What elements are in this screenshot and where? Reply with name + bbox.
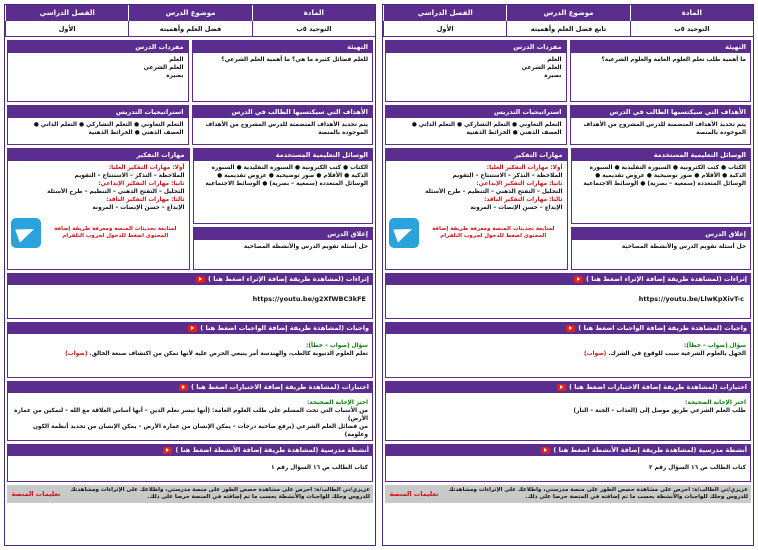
tests-box [385,393,751,441]
thinking-text: الملاحظة – التذكر – الاستنتاج – التقويم [74,173,185,179]
thinking-heading: أولا: مهارات التفكير العليا: [486,165,563,171]
activities-title: أنشطة مدرسية (لمشاهدة طريقة إضافة الأنشطة اضغط هنا ) [553,446,747,454]
platform-footer [385,485,751,503]
intro-title: التهيئة [571,41,751,53]
hw-title: سؤال (صواب – خطأ): [684,343,746,349]
skill-item: العلم الشرعي [143,65,184,71]
enrich-title: إثراءات (لمشاهدة طريقة إضافة الإثراء اضغط هنا ) [208,275,369,283]
youtube-icon[interactable] [196,276,205,283]
skills-section [7,40,189,102]
tools-section [193,148,374,224]
tools-title: الوسائل التعليمية المستخدمة [572,149,751,161]
youtube-icon[interactable] [188,325,197,332]
thinking-heading: ثالثا: مهارات التفكير الناقد: [484,197,563,203]
thinking-text: الإبداع – حسن الإنصات – المرونة [470,205,563,211]
tests-title: اختبارات (لمشاهدة طريقة إضافة الاختبارات اضغط هنا ) [190,383,369,391]
enrich-box [385,285,751,319]
lesson-plan-left [4,4,376,546]
objectives-section [192,105,374,145]
closing-section [571,227,752,270]
header-labels [5,5,375,21]
strategies-section [385,105,567,145]
enrich-header[interactable] [7,273,373,285]
closing-text: حل أسئلة تقويم الدرس والأنشطة المصاحبة [621,244,746,250]
telegram-link[interactable] [386,215,567,251]
lesson-plan-right [382,4,754,546]
tests-header[interactable] [7,381,373,393]
topic-value: تابع فضل العلم وأهميته [506,21,629,36]
hw-text: تعلم العلوم الدنيوية كالطب، والهندسة أمر ينبغي الحرص عليه لأنها تمكن من اكتشاف صنعة الخالق. [89,351,368,357]
thinking-section [385,148,568,270]
strategies-text: التعلم التعاوني ● التعلم التشاركي ● التعلم الذاتي ● العصف الذهني ● الخرائط الذهنية [33,122,184,136]
footer-label: تعليمات المنصة [11,490,61,498]
hw-text: الجهل بالعلوم الشرعية سبب للوقوع في الشرك. [608,351,746,357]
footer-label: تعليمات المنصة [389,490,439,498]
activities-header[interactable] [385,444,751,456]
intro-section [570,40,752,102]
closing-section [193,227,374,270]
subject-value: التوحيد ٥ب [252,21,375,36]
tools-text: الكتاب ● كتب الكترونية ● السبورة التقليدية ● السبورة الذكية ● الأقلام ● صور توضيحية ● عروض تقديمية ● الوسائل المتعددة (سمعية – بصرية) ● الوسائط الاجتماعية [205,165,368,187]
subject-label: المادة [630,5,753,21]
tests-header[interactable] [385,381,751,393]
test-question: طلب العلم الشرعي طريق موصل إلى (العذاب – الجنة – النار) [573,408,746,414]
activities-box [385,456,751,482]
thinking-text: الملاحظة – التذكر – الاستنتاج – التقويم [452,173,563,179]
homework-header[interactable] [7,322,373,334]
strategies-title: استراتيجيات التدريس [386,106,566,118]
thinking-title: مهارات التفكير [386,149,567,161]
objectives-text: يتم تحديد الأهداف المتضمنة للدرس المشروح من الأهداف الموجودة بالمنصة [205,122,368,136]
youtube-icon[interactable] [557,384,566,391]
platform-footer [7,485,373,503]
homework-box [385,334,751,378]
youtube-icon[interactable] [574,276,583,283]
telegram-text: لمتابعة تحديثات المنصة ومعرفة طريقة إضافة المحتوى اضغط للدخول لجروب التلقرام [432,226,555,239]
intro-text: ما أهمية طلب تعلم العلوم العامة والعلوم الشرعية؟ [601,57,746,63]
header-labels [383,5,753,21]
strategies-title: استراتيجيات التدريس [8,106,188,118]
skill-item: العلم [547,57,562,63]
thinking-section [7,148,190,270]
homework-box [7,334,373,378]
subject-value: التوحيد ٥ب [630,21,753,36]
tools-text: الكتاب ● كتب الكترونية ● السبورة التقليدية ● السبورة الذكية ● الأقلام ● صور توضيحية ● عروض تقديمية ● الوسائل المتعددة (سمعية – بصرية) ● الوسائط الاجتماعية [583,165,746,187]
semester-label: الفصل الدراسي [5,5,128,21]
strategies-text: التعلم التعاوني ● التعلم التشاركي ● التعلم الذاتي ● العصف الذهني ● الخرائط الذهنية [411,122,562,136]
intro-title: التهيئة [193,41,373,53]
youtube-icon[interactable] [541,447,550,454]
activity-text: كتاب الطالب ص ١٦ السؤال رقم ١ [271,465,368,471]
footer-text: عزيزي/تي الطالب/ة: احرص على مشاهدة حصص الطور على منصة مدرستي، واطلاعك على الإثراءات ومشاهدتك للدروس وحلك للواجبات والأنشطة بحسب ما تم إضافته في المنصة حرصا على ذلك. [70,487,370,500]
skills-title: مفردات الدرس [386,41,566,53]
activities-title: أنشطة مدرسية (لمشاهدة طريقة إضافة الأنشطة اضغط هنا ) [175,446,369,454]
header-values [5,21,375,37]
hw-title: سؤال (صواب – خطأ): [306,343,368,349]
homework-header[interactable] [385,322,751,334]
thinking-heading: ثانيا: مهارات التفكير الإبداعي: [98,181,185,187]
activities-header[interactable] [7,444,373,456]
topic-label: موضوع الدرس [506,5,629,21]
youtube-icon[interactable] [179,384,188,391]
enrich-title: إثراءات (لمشاهدة طريقة إضافة الإثراء اضغط هنا ) [586,275,747,283]
topic-label: موضوع الدرس [128,5,251,21]
strategies-section [7,105,189,145]
semester-value: الأول [383,21,506,36]
semester-value: الأول [5,21,128,36]
enrich-url[interactable]: https://youtu.be/LlwKpXivT-c [638,295,744,303]
tools-section [571,148,752,224]
skill-item: العلم [169,57,184,63]
youtube-icon[interactable] [163,447,172,454]
telegram-text: لمتابعة تحديثات المنصة ومعرفة طريقة إضافة المحتوى اضغط للدخول لجروب التلقرام [54,226,177,239]
test-title: اختر الإجابة الصحيحة: [685,400,746,406]
objectives-section [570,105,752,145]
homework-title: واجبات (لمشاهدة طريقة إضافة الواجبات اضغط هنا ) [200,324,369,332]
activities-box [7,456,373,482]
closing-title: إغلاق الدرس [194,228,373,240]
subject-label: المادة [252,5,375,21]
objectives-title: الأهداف التي سيكتسبها الطالب في الدرس [193,106,373,118]
topic-value: فضل العلم وأهميته [128,21,251,36]
test-question: من الأسباب التي تحث المسلم على طلب العلوم العامة: (أنها تيسر تعلم الدين – أنها أساس العلاقة مع الله – لتمكين من عمارة الأرض) [14,408,368,422]
skill-item: بصيرة [544,73,562,79]
test-question: من فضائل العلم الشرعي (يرفع صاحبه درجات – يمكن الإنسان من عمارة الأرض – يمكن الإنسان من تحديد أنظمة الكون وعلومه) [32,424,368,438]
objectives-text: يتم تحديد الأهداف المتضمنة للدرس المشروح من الأهداف الموجودة بالمنصة [583,122,746,136]
hw-answer: (صواب) [65,351,88,357]
thinking-heading: أولا: مهارات التفكير العليا: [108,165,185,171]
skill-item: بصيرة [166,73,184,79]
homework-title: واجبات (لمشاهدة طريقة إضافة الواجبات اضغط هنا ) [578,324,747,332]
tests-title: اختبارات (لمشاهدة طريقة إضافة الاختبارات اضغط هنا ) [568,383,747,391]
enrich-url[interactable]: https://youtu.be/g2XfWBC3kFE [252,295,366,303]
tests-box [7,393,373,441]
test-title: اختر الإجابة الصحيحة: [307,400,368,406]
objectives-title: الأهداف التي سيكتسبها الطالب في الدرس [571,106,751,118]
skills-title: مفردات الدرس [8,41,188,53]
thinking-text: التحليل – التفتح الذهني – التنظيم – طرح الأسئلة [425,189,563,195]
tools-title: الوسائل التعليمية المستخدمة [194,149,373,161]
activity-text: كتاب الطالب ص ١٦ السؤال رقم ٢ [649,465,746,471]
intro-text: للعلم فضائل كثيرة ما هي؟ ما أهمية العلم الشرعي؟ [221,57,368,63]
thinking-heading: ثالثا: مهارات التفكير الناقد: [106,197,185,203]
telegram-link[interactable] [8,215,189,251]
skill-item: العلم الشرعي [521,65,562,71]
telegram-icon[interactable] [11,218,41,248]
closing-title: إغلاق الدرس [572,228,751,240]
hw-answer: (صواب) [583,351,607,357]
thinking-title: مهارات التفكير [8,149,189,161]
enrich-header[interactable] [385,273,751,285]
enrich-box [7,285,373,319]
thinking-heading: ثانيا: مهارات التفكير الإبداعي: [476,181,563,187]
telegram-icon[interactable] [389,218,419,248]
thinking-text: التحليل – التفتح الذهني – التنظيم – طرح الأسئلة [47,189,185,195]
thinking-text: الإبداع – حسن الإنصات – المرونة [92,205,185,211]
skills-section [385,40,567,102]
intro-section [192,40,374,102]
semester-label: الفصل الدراسي [383,5,506,21]
youtube-icon[interactable] [566,325,575,332]
closing-text: حل أسئلة تقويم الدرس والأنشطة المصاحبة [243,244,368,250]
header-values [383,21,753,37]
footer-text: عزيزي/تي الطالب/ة: احرص على مشاهدة حصص الطور على منصة مدرستي، واطلاعك على الإثراءات ومشاهدتك للدروس وحلك للواجبات والأنشطة بحسب ما تم إضافته في المنصة حرصا على ذلك. [448,487,748,500]
